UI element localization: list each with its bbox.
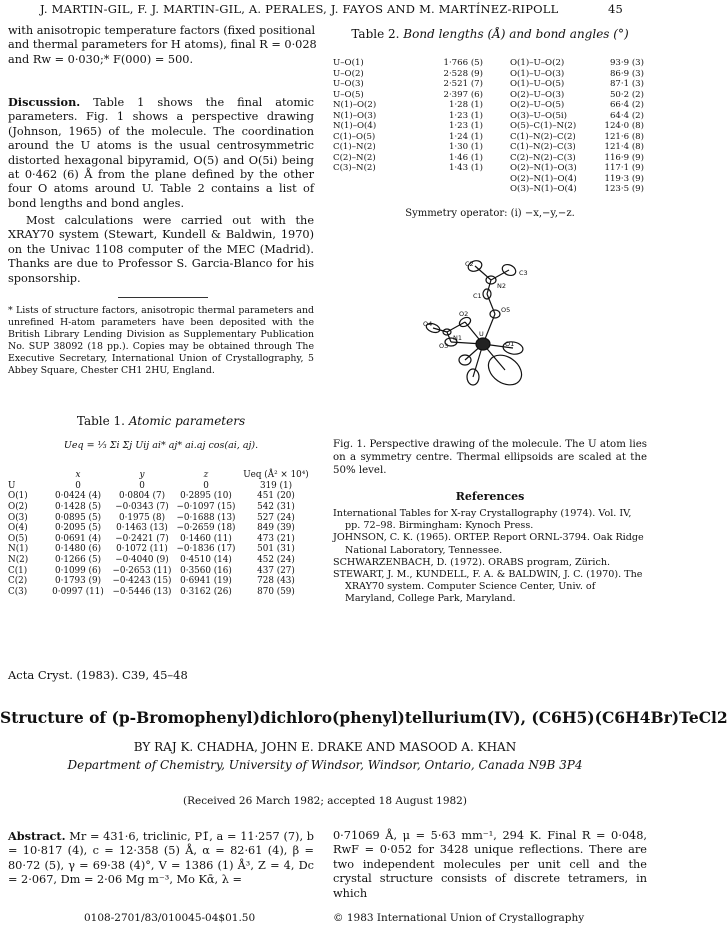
page-number: 45 — [608, 2, 624, 16]
table2-label: N(1)–O(2) — [333, 100, 377, 111]
table2-row — [333, 100, 483, 111]
table2-value: 123·5 (9) — [604, 184, 644, 195]
table1-atom-label: U — [8, 480, 16, 491]
table1-cell: −0·1097 (15) — [176, 502, 236, 513]
table2-value: 1·46 (1) — [448, 152, 483, 163]
table2-label: U–O(1) — [333, 58, 364, 69]
symmetry-operator: Symmetry operator: (i) −x,−y,−z. — [405, 208, 575, 219]
table2-row — [510, 69, 644, 80]
table1-cell: 0·6941 (19) — [180, 576, 232, 587]
footnote — [8, 305, 314, 377]
table2-row — [510, 100, 644, 111]
table1-cell: 0·4510 (14) — [180, 555, 232, 566]
table2-value: 87·1 (3) — [609, 79, 644, 90]
running-header — [0, 0, 650, 20]
discussion-heading: Discussion. — [8, 95, 81, 109]
table1-atom-label: C(2) — [8, 576, 28, 587]
calculations-paragraph — [8, 214, 314, 286]
table2-label: O(1)–U–O(2) — [510, 58, 565, 69]
table2-label: N(1)–O(4) — [333, 121, 377, 132]
table2-caption-prefix: Table 2. — [351, 27, 400, 41]
table2-value: 86·9 (3) — [609, 68, 644, 79]
table1-caption — [8, 414, 314, 428]
table2-label: N(1)–O(3) — [333, 110, 377, 121]
table2-label: O(5)–C(1)–N(2) — [510, 121, 577, 132]
table2-row — [510, 132, 644, 143]
atom-label: O1 — [505, 340, 515, 348]
table2-value: 1·24 (1) — [448, 131, 483, 142]
table2-value: 119·3 (9) — [604, 173, 644, 184]
table2-value: 1·766 (5) — [443, 58, 483, 69]
table2-row — [510, 90, 644, 101]
table2-value: 2·397 (6) — [443, 89, 483, 100]
table2-row — [333, 132, 483, 143]
atom-label: N1 — [453, 334, 462, 342]
table2-label: U–O(3) — [333, 79, 364, 90]
table2-row — [333, 142, 483, 153]
abstract-left — [8, 829, 314, 888]
table2-row — [510, 79, 644, 90]
table2-row — [333, 58, 483, 69]
table2-value: 2·521 (7) — [443, 79, 483, 90]
atom-label: O3 — [439, 342, 449, 350]
table1-cell: 0·0691 (4) — [54, 533, 102, 544]
table1-cell: 0·1099 (6) — [54, 565, 102, 576]
table1-cell: 0·1975 (8) — [118, 512, 166, 523]
table2-value: 50·2 (2) — [609, 89, 644, 100]
table1-caption-title: Atomic parameters — [128, 414, 246, 428]
table2-value: 116·9 (9) — [604, 152, 644, 163]
table2-label: C(1)–N(2) — [333, 142, 376, 153]
article-affiliation: Department of Chemistry, University of Windsor, Windsor, Ontario, Canada N9B 3P4 — [67, 758, 583, 772]
atom-label: O4 — [423, 320, 433, 328]
table2-value: 124·0 (8) — [604, 121, 644, 132]
table2-row — [333, 121, 483, 132]
table1-cell: 452 (24) — [257, 555, 295, 566]
table1-cell: 0·1460 (11) — [180, 533, 232, 544]
table2-label: C(1)–N(2)–C(2) — [510, 131, 576, 142]
table2-label: O(2)–U–O(3) — [510, 89, 565, 100]
table1-cell: −0·1836 (17) — [176, 544, 236, 555]
atom-label: O5 — [501, 306, 511, 314]
table2-row — [333, 69, 483, 80]
table1-cell: −0·5446 (13) — [112, 586, 172, 597]
table1-cell: 0·2895 (10) — [180, 491, 232, 502]
atom-label: N2 — [497, 282, 506, 290]
figure-caption: Fig. 1. Perspective drawing of the molecule. The U atom lies on a symmetry centre. Thermal ellipsoids are scaled at the 50% level. — [333, 439, 647, 476]
table2-row — [510, 58, 644, 69]
atom-label: C1 — [473, 292, 482, 300]
table1-cell: 0 — [75, 480, 81, 491]
table1-cell: 728 (43) — [257, 576, 295, 587]
abstract-heading: Abstract. — [8, 829, 66, 843]
table2-label: O(1)–U–O(5) — [510, 79, 565, 90]
bond-line — [475, 266, 491, 280]
table2-label: U–O(5) — [333, 89, 364, 100]
table2-label: O(3)–N(1)–O(4) — [510, 184, 577, 195]
table2-row — [510, 163, 644, 174]
references-heading: References — [455, 490, 525, 503]
table1-atom-label: N(1) — [8, 544, 29, 555]
table1-atom-label: O(4) — [8, 523, 28, 534]
molecule-figure — [405, 252, 575, 422]
table2-label: O(2)–N(1)–O(4) — [510, 173, 577, 184]
table1-cell: 0·3560 (16) — [180, 565, 232, 576]
references-list — [333, 508, 647, 606]
article-title: Structure of (p-Bromophenyl)dichloro(phenyl)tellurium(IV), (C6H5)(C6H4Br)TeCl2 — [0, 708, 728, 727]
abstract-left-text: Mr = 431·6, triclinic, P1̄, a = 11·257 (7), b = 10·817 (4), c = 12·358 (5) Å, α = 82·61 (4), β = 80·72 (5), γ = 69·38 (4)°, V = 1386 (1) Å³, Z = 4, Dc = 2·067, Dm = 2·06 Mg m⁻³, Mo Kᾱ, λ = — [8, 830, 315, 887]
table2-row — [333, 111, 483, 122]
table2-label: O(2)–N(1)–O(3) — [510, 163, 577, 174]
table1-atom-label: O(2) — [8, 502, 28, 513]
table1-header: x — [75, 470, 81, 481]
table2-label: C(2)–N(2) — [333, 152, 376, 163]
table1-cell: −0·1688 (13) — [176, 512, 236, 523]
table1-cell: 0 — [203, 480, 209, 491]
table1-cell: 0·1463 (13) — [116, 523, 168, 534]
table2-angles — [510, 58, 644, 195]
table1-row — [8, 576, 314, 587]
table1-cell: 0·3162 (26) — [180, 586, 232, 597]
table1-row — [8, 587, 314, 598]
table1-cell: 437 (27) — [257, 565, 295, 576]
discussion-paragraph — [8, 95, 314, 211]
reference-item: International Tables for X-ray Crystallography (1974). Vol. IV, pp. 72–98. Birmingham: Kynoch Press. — [333, 508, 632, 532]
table2-label: U–O(2) — [333, 68, 364, 79]
table2-caption-title: Bond lengths (Å) and bond angles (°) — [403, 27, 629, 41]
table1-row — [8, 502, 314, 513]
table2-row — [333, 79, 483, 90]
table2-value: 2·528 (9) — [443, 68, 483, 79]
table2-value: 1·30 (1) — [448, 142, 483, 153]
intro-paragraph — [8, 24, 317, 67]
table1-cell: 870 (59) — [257, 586, 295, 597]
table2-row — [333, 153, 483, 164]
table2-label: O(1)–U–O(3) — [510, 68, 565, 79]
article-authors: BY RAJ K. CHADHA, JOHN E. DRAKE AND MASOOD A. KHAN — [133, 740, 517, 754]
footnote-rule — [118, 297, 208, 298]
table1-cell: 0 — [139, 480, 145, 491]
footnote-text: * Lists of structure factors, anisotropic thermal parameters and unrefined H-atom parameters have been deposited with the British Library Lending Division as Supplementary Publication No. SUP 38092 (18 pp.). Copies may be obtained through The Executive Secretary, International Union of Crystallography, 5 Abbey Square, Chester CH1 2HU, England. — [8, 305, 314, 376]
table1-cell: 0·0804 (7) — [118, 491, 166, 502]
table2-value: 121·4 (8) — [604, 142, 644, 153]
table2-row — [510, 153, 644, 164]
table1-caption-prefix: Table 1. — [76, 414, 125, 428]
table2-row — [510, 142, 644, 153]
table2-row — [510, 111, 644, 122]
calculations-text: Most calculations were carried out with the XRAY70 system (Stewart, Kundell & Baldwin, 1970) on the Univac 1108 computer of the MEC (Madrid). Thanks are due to Professor S. Garcia-Blanco for his sponsorship. — [8, 214, 314, 285]
table1-cell: 542 (31) — [257, 502, 295, 513]
table1-cell: 0·1072 (11) — [116, 544, 168, 555]
reference-item: JOHNSON, C. K. (1965). ORTEP. Report ORNL-3794. Oak Ridge National Laboratory, Tennessee. — [333, 532, 644, 556]
table1-cell: −0·0343 (7) — [115, 502, 169, 513]
table1-row — [8, 565, 314, 576]
table1-header: Ueq (Å² × 10⁴) — [243, 470, 309, 481]
table2-label: C(2)–N(2)–C(3) — [510, 152, 576, 163]
table2-value: 117·1 (9) — [604, 163, 644, 174]
table1-atom-label: C(3) — [8, 586, 28, 597]
table1-atom-label: O(3) — [8, 512, 28, 523]
table1-header: y — [139, 470, 145, 481]
table2-value: 66·4 (2) — [609, 100, 644, 111]
table1-header-row — [8, 470, 314, 481]
table2-value: 93·9 (3) — [609, 58, 644, 69]
table1-row — [8, 523, 314, 534]
table1-cell: 473 (21) — [257, 533, 295, 544]
bond-line — [491, 270, 509, 280]
table1-cell: 501 (31) — [257, 544, 295, 555]
table1-cell: 0·1480 (6) — [54, 544, 102, 555]
table1-row — [8, 512, 314, 523]
table1-atom-label: N(2) — [8, 555, 29, 566]
table1-formula: Ueq = ⅓ Σi Σj Uij ai* aj* ai.aj cos(ai, aj). — [63, 440, 259, 451]
table1-cell: −0·2653 (11) — [112, 565, 172, 576]
table2-label: O(3)–U–O(5i) — [510, 110, 568, 121]
article-received: (Received 26 March 1982; accepted 18 August 1982) — [183, 795, 467, 807]
table2-row — [510, 184, 644, 195]
table1-row — [8, 544, 314, 555]
table2-value: 64·4 (2) — [609, 110, 644, 121]
table1-cell: 0·0895 (5) — [54, 512, 102, 523]
table1-row — [8, 491, 314, 502]
table2-bonds — [333, 58, 483, 174]
atom-label: C2 — [465, 260, 474, 268]
table1 — [8, 470, 314, 597]
table2-value: 1·23 (1) — [448, 110, 483, 121]
table1-cell: 0·1266 (5) — [54, 555, 102, 566]
table1-cell: 451 (20) — [257, 491, 295, 502]
table1-cell: −0·4040 (9) — [115, 555, 169, 566]
table1-cell: 0·0424 (4) — [54, 491, 102, 502]
atom-label: C3 — [519, 269, 528, 277]
table2-label: O(2)–U–O(5) — [510, 100, 565, 111]
discussion-text: Table 1 shows the final atomic parameters. Fig. 1 shows a perspective drawing (Johnson, 1965) of the molecule. The coordination around the U atoms is the usual centrosymmetric distorted hexagonal bipyramid, O(5) and O(5i) being at 0·462 (6) Å from the plane defined by the other four O atoms around U. Table 2 contains a list of bond lengths and bond angles. — [8, 96, 315, 210]
table1-atom-label: O(5) — [8, 533, 28, 544]
table1-row — [8, 555, 314, 566]
atom-label: O2 — [459, 310, 469, 318]
table2-value: 1·43 (1) — [448, 163, 483, 174]
table1-cell: 0·0997 (11) — [52, 586, 104, 597]
table1-cell: 527 (24) — [257, 512, 295, 523]
table2-value: 121·6 (8) — [604, 131, 644, 142]
table1-cell: −0·4243 (15) — [112, 576, 172, 587]
table1-cell: −0·2421 (7) — [115, 533, 169, 544]
table1-cell: 0·1793 (9) — [54, 576, 102, 587]
table2-row — [510, 121, 644, 132]
table1-cell: 319 (1) — [259, 480, 293, 491]
table2-label: C(3)–N(2) — [333, 163, 376, 174]
table2-label: C(1)–N(2)–C(3) — [510, 142, 576, 153]
intro-line: with anisotropic temperature factors (fixed positional — [8, 24, 316, 37]
table1-cell: 0·1428 (5) — [54, 502, 102, 513]
table1-cell: 849 (39) — [257, 523, 295, 534]
abstract-right-text: 0·71069 Å, μ = 5·63 mm⁻¹, 294 K. Final R = 0·048, RwF = 0·052 for 3428 unique reflections. There are two independent molecules per unit cell and the crystal structure consists of discrete tetramers, in which — [333, 829, 647, 900]
table1-row — [8, 534, 314, 545]
reference-item: STEWART, J. M., KUNDELL, F. A. & BALDWIN, J. C. (1970). The XRAY70 system. Computer Science Center, Univ. of Maryland, College Park, Maryland. — [333, 569, 643, 605]
table1-cell: −0·2659 (18) — [176, 523, 236, 534]
journal-reference: Acta Cryst. (1983). C39, 45–48 — [8, 668, 188, 682]
atom-label: U — [479, 330, 484, 338]
table1-header — [8, 470, 46, 481]
table2-row — [333, 163, 483, 174]
reference-item: SCHWARZENBACH, D. (1972). ORABS program, Zürich. — [333, 556, 611, 568]
table1-atom-label: O(1) — [8, 491, 28, 502]
table2-row — [510, 174, 644, 185]
intro-line: and Rw = 0·030;* F(000) = 500. — [8, 52, 194, 66]
copyright: © 1983 International Union of Crystallography — [333, 912, 585, 924]
table1-atom-label: C(1) — [8, 565, 28, 576]
publication-code: 0108-2701/83/010045-04$01.50 — [84, 912, 256, 924]
table1-row — [8, 481, 314, 492]
table2-label: C(1)–O(5) — [333, 131, 376, 142]
intro-line: and thermal parameters for H atoms), final R = 0·028 — [8, 38, 317, 52]
abstract-right — [333, 829, 647, 901]
table1-header: z — [203, 470, 209, 481]
table2-row — [333, 90, 483, 101]
atom-ellipsoid — [476, 338, 490, 350]
table1-cell: 0·2095 (5) — [54, 523, 102, 534]
table2-value: 1·23 (1) — [448, 121, 483, 132]
header-authors: J. MARTIN-GIL, F. J. MARTIN-GIL, A. PERALES, J. FAYOS AND M. MARTÍNEZ-RIPOLL — [40, 2, 559, 16]
table2-caption — [333, 27, 647, 41]
table2-value: 1·28 (1) — [448, 100, 483, 111]
